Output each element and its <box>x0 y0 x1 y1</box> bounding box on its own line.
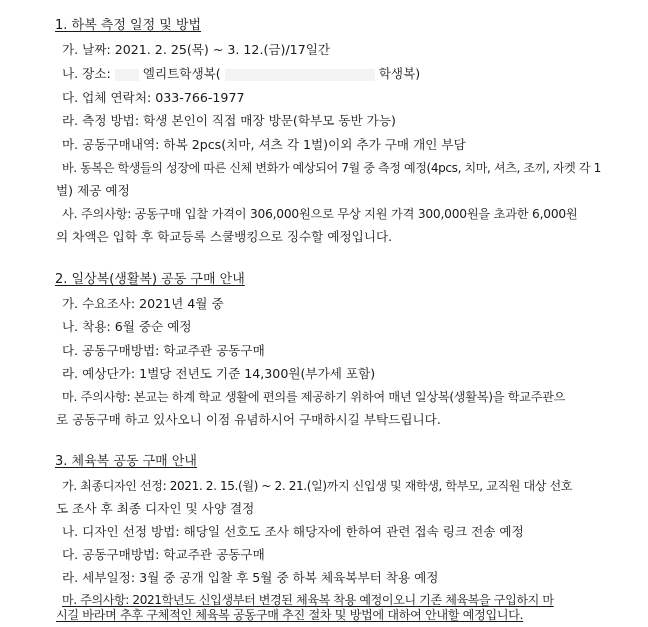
section1-item-da: 다. 업체 연락처: 033-766-1977 <box>62 90 245 105</box>
section3-item-ga-line1: 가. 최종디자인 선정: 2021. 2. 15.(월) ~ 2. 21.(일)까지 신입생 및 재학생, 학부모, 교직원 대상 선호 <box>62 479 573 493</box>
section2-item-na: 나. 착용: 6월 중순 예정 <box>62 319 192 334</box>
section2-item-ma-line1: 마. 주의사항: 본교는 하계 학교 생활에 편의를 제공하기 위하여 매년 일상복(생활복)을 학교주관으 <box>62 390 566 404</box>
section3-item-da: 다. 공동구매방법: 학교주관 공동구매 <box>62 547 265 562</box>
section1-item-na-suffix: 학생복) <box>378 66 421 81</box>
section2-item-ra: 라. 예상단가: 1벌당 전년도 기준 14,300원(부가세 포함) <box>62 366 376 381</box>
section2-item-ga: 가. 수요조사: 2021년 4월 중 <box>62 296 224 311</box>
section3-item-na: 나. 디자인 선정 방법: 해당일 선호도 조사 해당자에 한하여 관련 접속 링크 전송 예정 <box>62 524 524 539</box>
section1-item-na-prefix: 나. 장소: <box>62 66 111 81</box>
section1-heading: 1. 하복 측정 일정 및 방법 <box>55 18 202 33</box>
section2-item-da: 다. 공동구매방법: 학교주관 공동구매 <box>62 343 265 358</box>
section1-item-na-name: 엘리트학생복( <box>142 66 221 81</box>
section1-item-ba-line2: 벌) 제공 예정 <box>56 183 130 198</box>
section3-heading: 3. 체육복 공동 구매 안내 <box>55 454 197 469</box>
section3-item-ma-line1: 마. 주의사항: 2021학년도 신입생부터 변경된 체육복 착용 예정이오니 기존 체육복을 구입하지 마 <box>62 593 554 607</box>
section2-item-ma-line2: 로 공동구매 하고 있사오니 이점 유념하시어 구매하시길 부탁드립니다. <box>56 412 441 427</box>
section1-item-ma: 마. 공동구매내역: 하복 2pcs(치마, 셔츠 각 1벌)이외 추가 구매 개인 부담 <box>62 137 466 152</box>
section3-item-ra: 라. 세부일정: 3월 중 공개 입찰 후 5월 중 하복 체육복부터 착용 예정 <box>62 570 439 585</box>
section3-item-ga-line2: 도 조사 후 최종 디자인 및 사양 결정 <box>56 501 255 516</box>
section1-item-ra: 라. 측정 방법: 학생 본인이 직접 매장 방문(학부모 동반 가능) <box>62 113 396 128</box>
section1-item-sa-line2: 의 차액은 입학 후 학교등록 스쿨뱅킹으로 징수할 예정입니다. <box>56 229 393 244</box>
section1-item-sa-line1: 사. 주의사항: 공동구매 입찰 가격이 306,000원으로 무상 지원 가격 300,000원을 초과한 6,000원 <box>62 207 578 221</box>
section1-item-ga: 가. 날짜: 2021. 2. 25(목) ~ 3. 12.(금)/17일간 <box>62 42 331 57</box>
section2-heading: 2. 일상복(생활복) 공동 구매 안내 <box>55 272 245 287</box>
section1-item-na <box>62 66 420 82</box>
section1-item-ba-line1: 바. 동복은 학생들의 성장에 따른 신체 변화가 예상되어 7월 중 측정 예정(4pcs, 치마, 셔츠, 조끼, 자켓 각 1 <box>62 161 601 175</box>
redacted-region <box>115 69 139 81</box>
redacted-region <box>225 69 375 81</box>
section3-item-ma-line2: 시길 바라며 추후 구체적인 체육복 공동구매 추진 절차 및 방법에 대하여 안내할 예정입니다. <box>56 608 524 622</box>
